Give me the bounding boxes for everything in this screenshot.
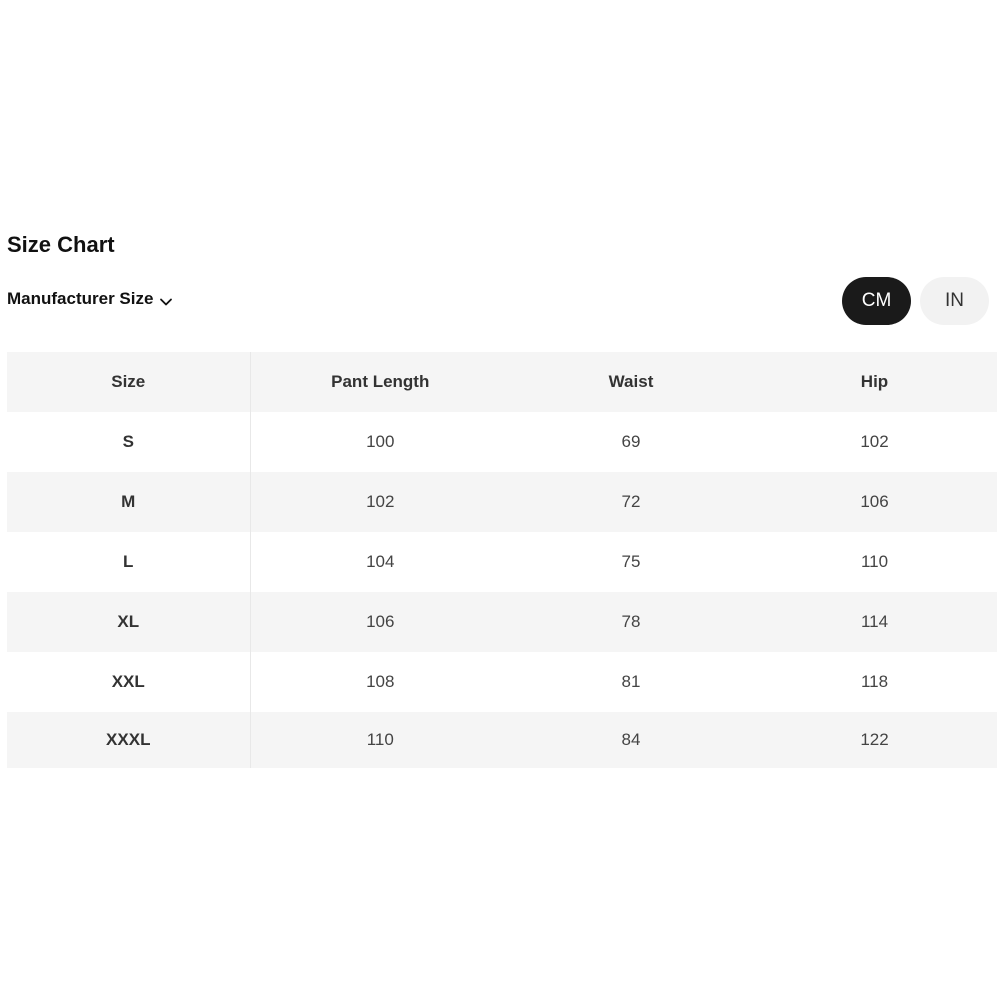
size-cell: S [7, 412, 250, 472]
size-table [7, 352, 997, 768]
table-row [7, 532, 997, 592]
hip-cell: 110 [860, 552, 889, 571]
manufacturer-size-dropdown[interactable] [7, 289, 173, 309]
table-row [7, 472, 997, 532]
size-chart-controls [7, 277, 997, 327]
unit-cm-button[interactable]: CM [842, 277, 911, 325]
size-chart-panel [7, 230, 997, 768]
unit-in-button[interactable]: IN [920, 277, 989, 325]
size-cell: XL [7, 592, 250, 652]
pant-length-cell: 104 [366, 552, 395, 571]
size-cell: XXXL [7, 712, 250, 768]
pant-length-cell: 110 [366, 730, 394, 749]
size-cell: M [7, 472, 250, 532]
waist-cell: 81 [621, 672, 641, 691]
pant-length-cell: 108 [366, 672, 395, 691]
pant-length-cell: 100 [366, 432, 395, 451]
size-chart-title: Size Chart [7, 232, 115, 257]
header-pant-length: Pant Length [331, 372, 430, 391]
hip-cell: 102 [860, 432, 889, 451]
header-waist: Waist [608, 372, 654, 391]
unit-toggle [842, 277, 989, 325]
chevron-down-icon [159, 294, 173, 308]
pant-length-cell: 102 [366, 492, 395, 511]
hip-cell: 122 [860, 730, 889, 749]
manufacturer-size-label: Manufacturer Size [7, 289, 154, 308]
header-size: Size [7, 352, 250, 412]
table-row [7, 652, 997, 712]
hip-cell: 118 [860, 672, 889, 691]
waist-cell: 69 [621, 432, 641, 451]
header-hip: Hip [860, 372, 889, 391]
table-header-row [7, 352, 997, 412]
size-cell: L [7, 532, 250, 592]
hip-cell: 114 [860, 612, 889, 631]
waist-cell: 84 [621, 730, 641, 749]
size-cell: XXL [7, 652, 250, 712]
waist-cell: 75 [621, 552, 641, 571]
table-row [7, 712, 997, 768]
hip-cell: 106 [860, 492, 889, 511]
table-row [7, 592, 997, 652]
waist-cell: 72 [621, 492, 641, 511]
waist-cell: 78 [621, 612, 641, 631]
pant-length-cell: 106 [366, 612, 395, 631]
table-row [7, 412, 997, 472]
